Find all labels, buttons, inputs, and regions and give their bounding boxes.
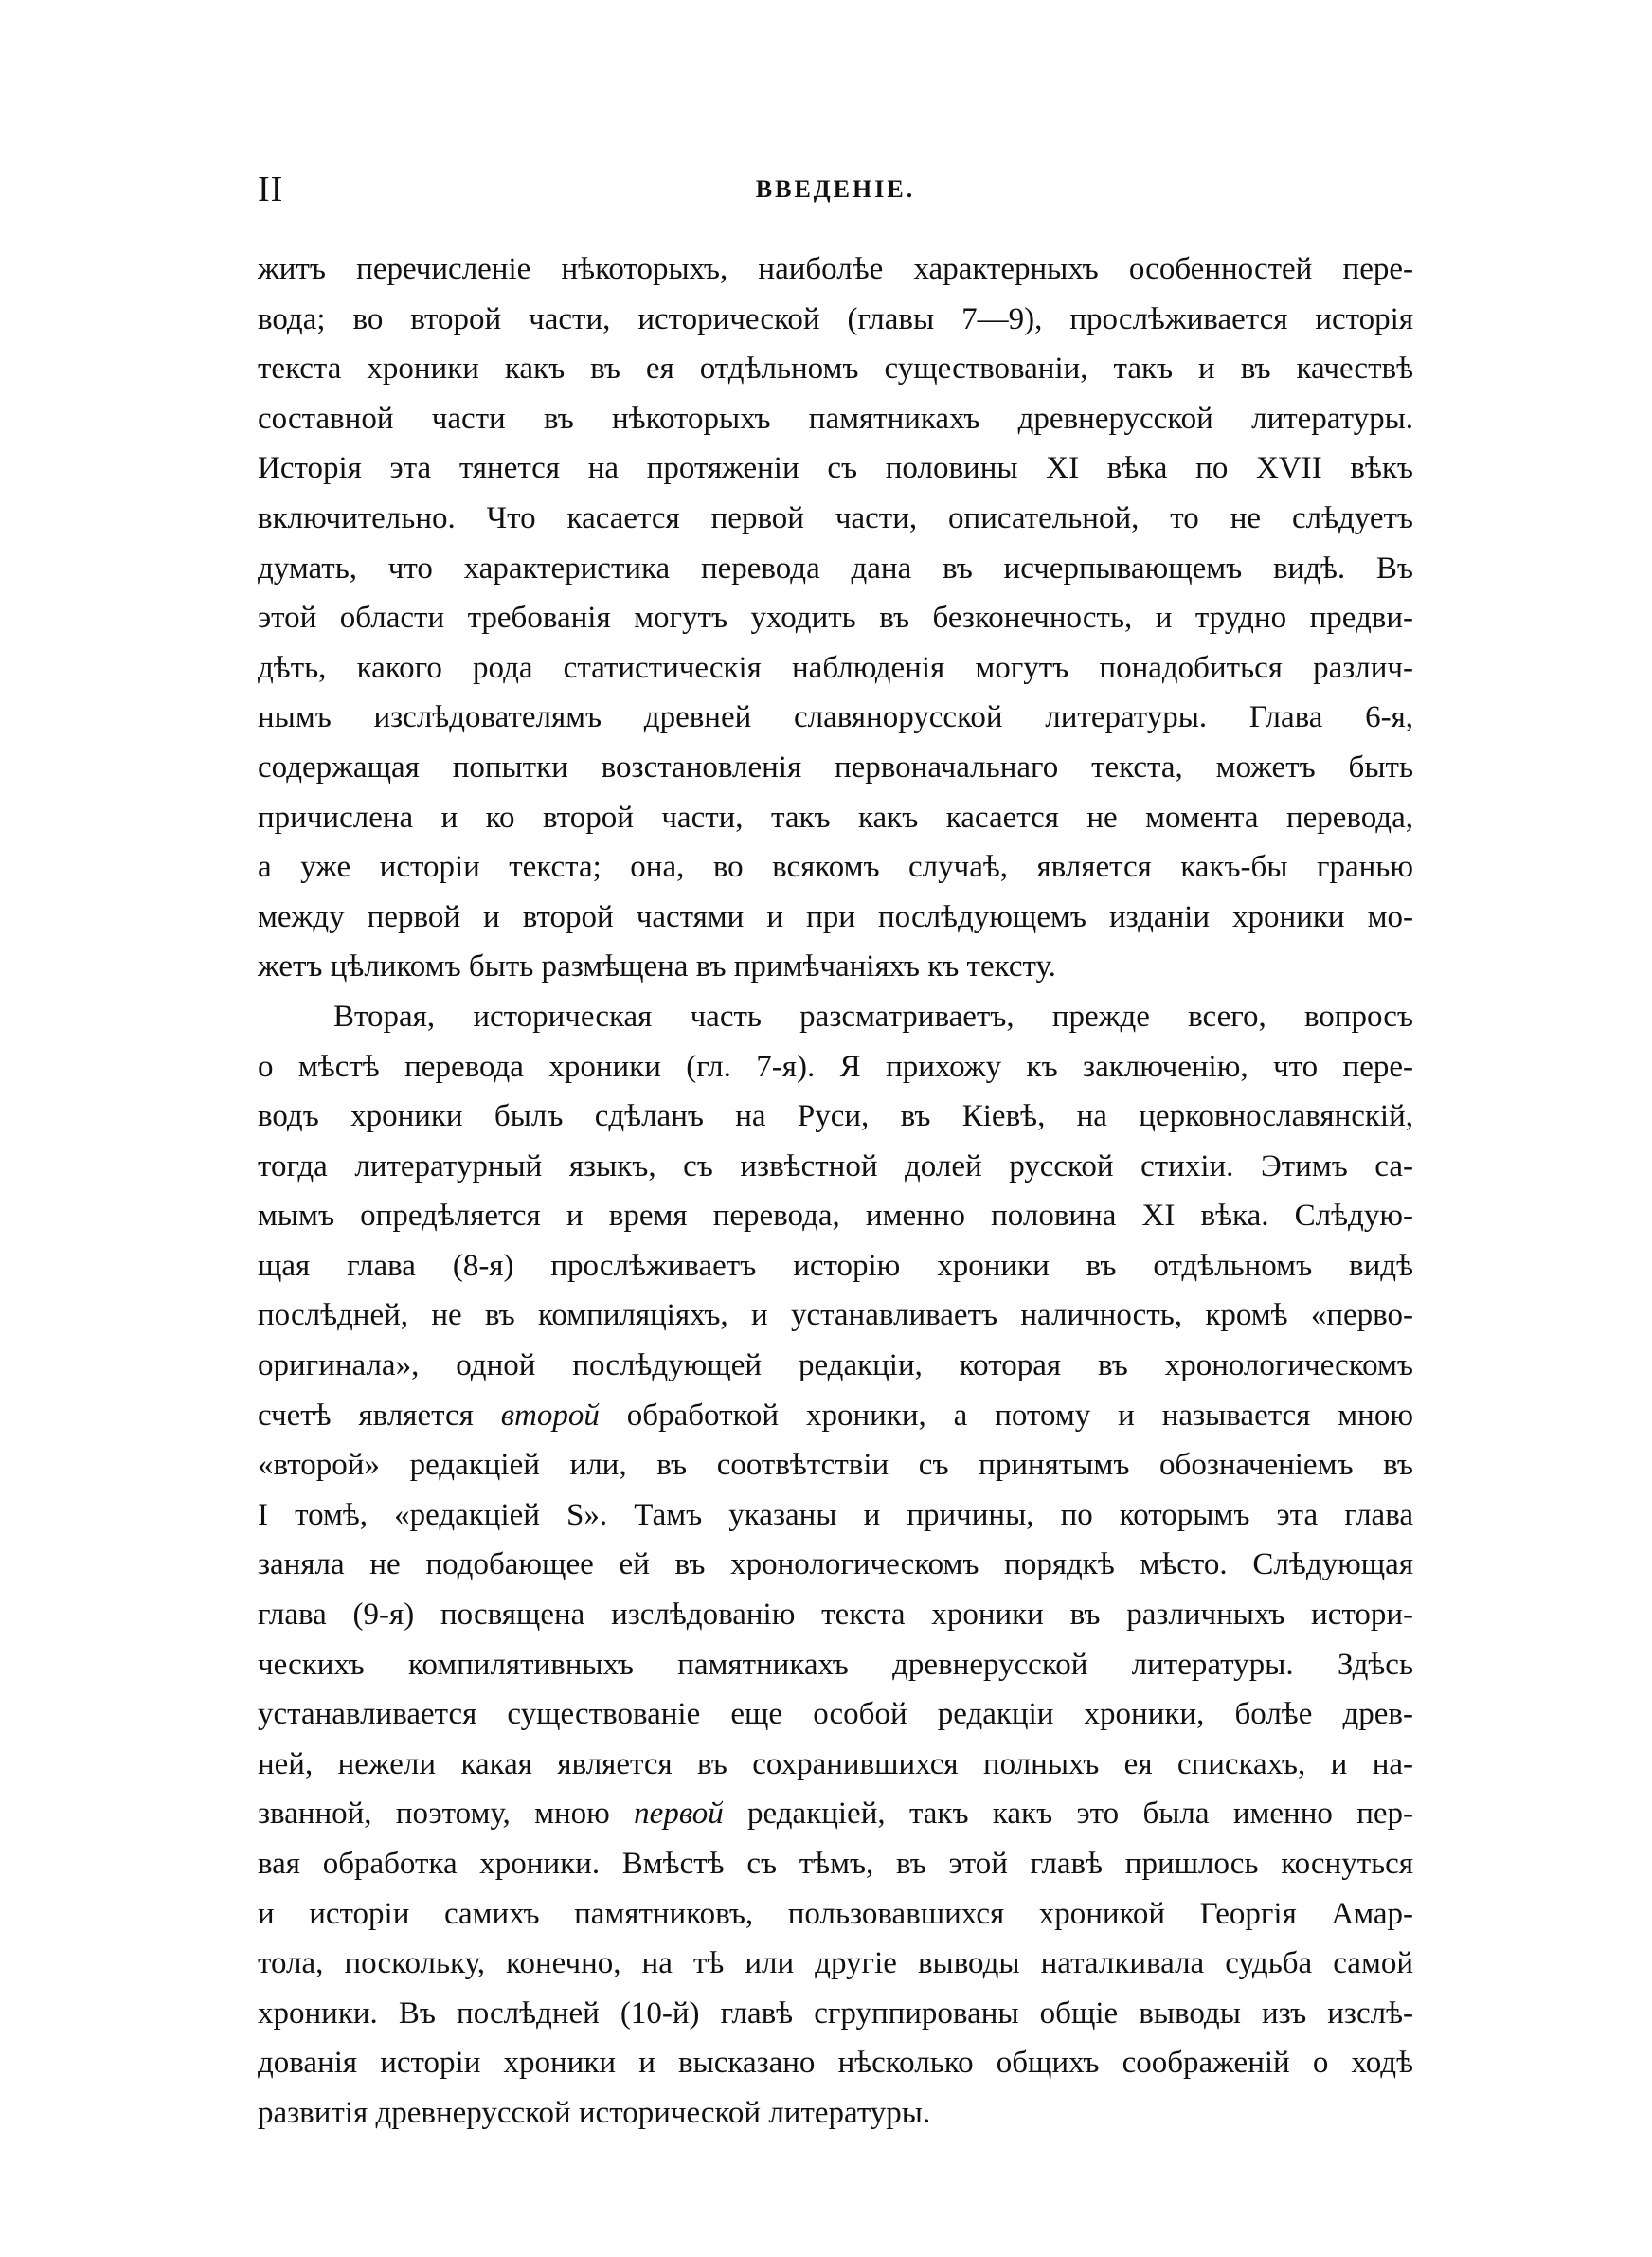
text-line: вода; во второй части, исторической (главы 7—9), прослѣживается исторія [258, 301, 1413, 336]
text-line: послѣдней, не въ компиляціяхъ, и устанавливаетъ наличность, кромѣ «перво- [258, 1298, 1413, 1333]
text-line: мымъ опредѣляется и время перевода, именно половина XI вѣка. Слѣдую- [258, 1199, 1413, 1234]
text-segment: редакціей, такъ какъ это была именно пер- [723, 1797, 1413, 1832]
text-segment: обработкой хроники, а потому и называется мною [599, 1398, 1413, 1433]
page-header [258, 161, 1413, 218]
text-line: этой области требованія могутъ уходить въ безконечность, и трудно предви- [258, 601, 1413, 636]
text-line: устанавливается существованіе еще особой редакціи хроники, болѣе древ- [258, 1697, 1413, 1732]
text-line: содержащая попытки возстановленія первоначальнаго текста, можетъ быть [258, 749, 1413, 785]
text-segment: счетѣ является [258, 1398, 501, 1433]
text-line: Вторая, историческая часть разсматриваетъ, прежде всего, вопросъ [333, 999, 1413, 1034]
text-line: заняла не подобающее ей въ хронологическомъ порядкѣ мѣсто. Слѣдующая [258, 1547, 1413, 1582]
text-line-with-italic [258, 1391, 1413, 1441]
text-line: думать, что характеристика перевода дана въ исчерпывающемъ видѣ. Въ [258, 551, 1413, 586]
text-line: хроники. Въ послѣдней (10-й) главѣ сгруппированы общіе выводы изъ изслѣ- [258, 1995, 1413, 2031]
text-segment: званной, поэтому, мною [258, 1797, 635, 1832]
text-line: ческихъ компилятивныхъ памятникахъ древнерусской литературы. Здѣсь [258, 1647, 1413, 1682]
text-line: жетъ цѣликомъ быть размѣщена въ примѣчаніяхъ къ тексту. [258, 949, 1056, 984]
text-line: вая обработка хроники. Вмѣстѣ съ тѣмъ, въ этой главѣ пришлось коснуться [258, 1847, 1413, 1881]
text-line: между первой и второй частями и при послѣдующемъ изданіи хроники мо- [258, 899, 1413, 934]
text-line-with-italic [258, 1789, 1413, 1839]
text-line: Исторія эта тянется на протяженіи съ половины XI вѣка по XVII вѣкъ [258, 451, 1413, 486]
text-line: включительно. Что касается первой части, описательной, то не слѣдуетъ [258, 500, 1413, 535]
text-line: причислена и ко второй части, такъ какъ касается не момента перевода, [258, 800, 1413, 835]
text-line: нымъ изслѣдователямъ древней славянорусской литературы. Глава 6-я, [258, 700, 1413, 735]
text-line: житъ перечисленіе нѣкоторыхъ, наиболѣе характерныхъ особенностей пере- [258, 252, 1413, 286]
paragraph-2 [258, 992, 1413, 2139]
italic-word: второй [500, 1398, 600, 1433]
text-line: оригинала», одной послѣдующей редакціи, которая въ хронологическомъ [258, 1348, 1413, 1383]
text-line: «второй» редакціей или, въ соотвѣтствіи съ принятымъ обозначеніемъ въ [258, 1448, 1413, 1483]
text-line: водъ хроники былъ сдѣланъ на Руси, въ Кіевѣ, на церковнославянскій, [258, 1099, 1413, 1134]
text-line: дованія исторіи хроники и высказано нѣсколько общихъ соображеній о ходѣ [258, 2046, 1413, 2081]
body-text [258, 244, 1413, 2139]
text-line: глава (9-я) посвящена изслѣдованію текста хроники въ различныхъ истори- [258, 1598, 1413, 1633]
text-line: составной части въ нѣкоторыхъ памятникахъ древнерусской литературы. [258, 401, 1413, 436]
text-line: тогда литературный языкъ, съ извѣстной долей русской стихіи. Этимъ са- [258, 1148, 1413, 1183]
paragraph-1 [258, 244, 1413, 992]
text-line: а уже исторіи текста; она, во всякомъ случаѣ, является какъ-бы гранью [258, 850, 1413, 885]
text-line: текста хроники какъ въ ея отдѣльномъ существованіи, такъ и въ качествѣ [258, 352, 1413, 387]
italic-word: первой [634, 1797, 724, 1832]
text-line: и исторіи самихъ памятниковъ, пользовавшихся хроникой Георгія Амар- [258, 1896, 1413, 1931]
page-number: II [258, 170, 284, 209]
text-line: развитія древнерусской исторической литературы. [258, 2095, 931, 2130]
text-line: дѣть, какого рода статистическія наблюденія могутъ понадобиться различ- [258, 650, 1413, 685]
text-line: щая глава (8-я) прослѣживаетъ исторію хроники въ отдѣльномъ видѣ [258, 1248, 1413, 1283]
text-line: I томѣ, «редакціей S». Тамъ указаны и причины, по которымъ эта глава [258, 1497, 1413, 1532]
running-head: ВВЕДЕНІЕ. [755, 175, 916, 203]
text-line: о мѣстѣ перевода хроники (гл. 7-я). Я прихожу къ заключенію, что пере- [258, 1049, 1413, 1084]
text-line: тола, поскольку, конечно, на тѣ или другіе выводы наталкивала судьба самой [258, 1946, 1413, 1981]
text-line: ней, нежели какая является въ сохранившихся полныхъ ея спискахъ, и на- [258, 1746, 1413, 1781]
